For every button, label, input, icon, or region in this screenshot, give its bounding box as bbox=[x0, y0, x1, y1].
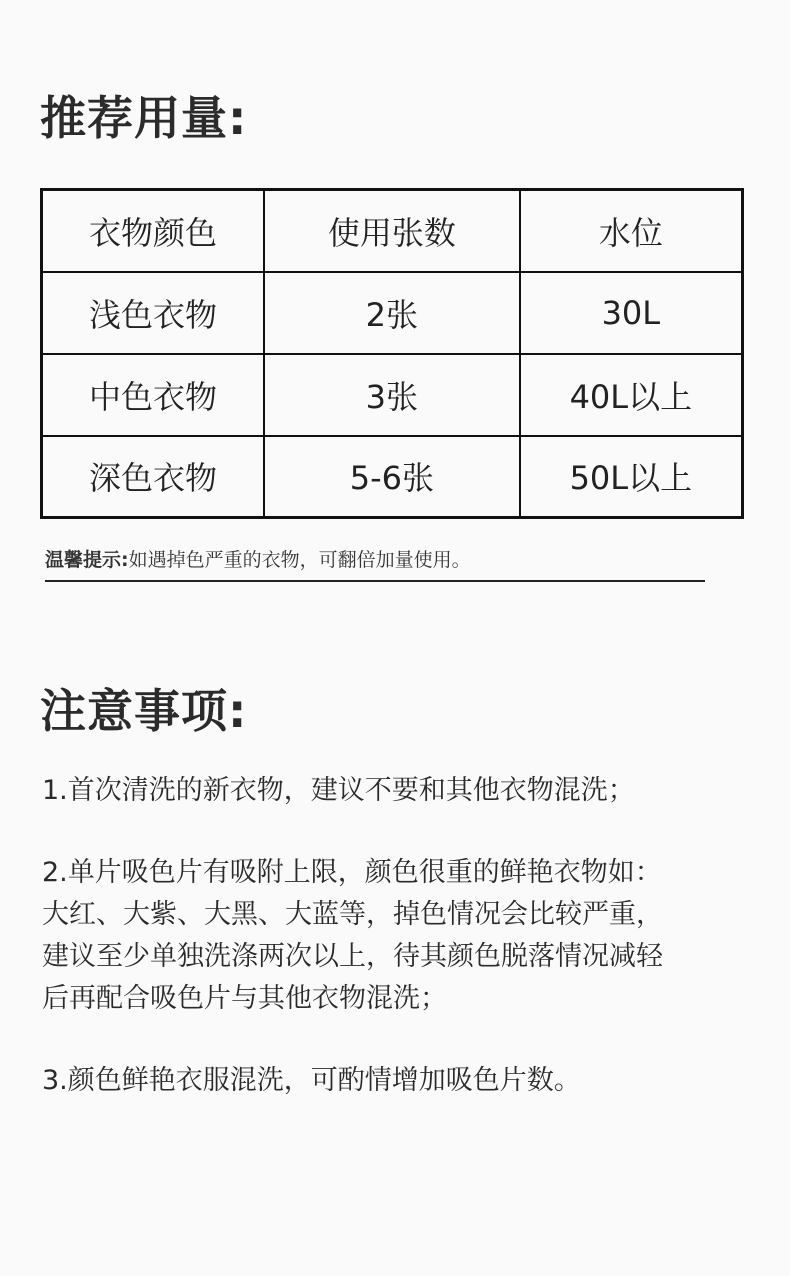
tip-label: 温馨提示: bbox=[45, 549, 129, 571]
usage-table bbox=[40, 188, 744, 519]
table-header-cell: 水位 bbox=[520, 190, 743, 272]
table-row bbox=[42, 436, 743, 518]
note-line: 1.首次清洗的新衣物，建议不要和其他衣物混洗； bbox=[42, 775, 635, 806]
table-cell: 50L以上 bbox=[520, 436, 743, 518]
note-item bbox=[42, 852, 742, 1020]
table-header-cell: 衣物颜色 bbox=[42, 190, 265, 272]
table-header-row bbox=[42, 190, 743, 272]
note-line: 3.颜色鲜艳衣服混洗，可酌情增加吸色片数。 bbox=[42, 1065, 581, 1096]
note-line: 大红、大紫、大黑、大蓝等，掉色情况会比较严重， bbox=[42, 899, 663, 930]
tip-text: 如遇掉色严重的衣物，可翻倍加量使用。 bbox=[128, 549, 471, 571]
table-row bbox=[42, 354, 743, 436]
table-cell: 2张 bbox=[264, 272, 520, 354]
note-line: 建议至少单独洗涤两次以上，待其颜色脱落情况减轻 bbox=[42, 941, 663, 972]
table-cell: 中色衣物 bbox=[42, 354, 265, 436]
note-line: 2.单片吸色片有吸附上限，颜色很重的鲜艳衣物如： bbox=[42, 857, 662, 888]
table-cell: 浅色衣物 bbox=[42, 272, 265, 354]
table-cell: 30L bbox=[520, 272, 743, 354]
table-cell: 5-6张 bbox=[264, 436, 520, 518]
table-cell: 40L以上 bbox=[520, 354, 743, 436]
notes-title: 注意事项: bbox=[40, 684, 248, 738]
note-item bbox=[42, 770, 742, 812]
table-header-cell: 使用张数 bbox=[264, 190, 520, 272]
note-line: 后再配合吸色片与其他衣物混洗； bbox=[42, 983, 447, 1014]
tip-note bbox=[45, 545, 705, 582]
table-cell: 深色衣物 bbox=[42, 436, 265, 518]
table-cell: 3张 bbox=[264, 354, 520, 436]
table-row bbox=[42, 272, 743, 354]
recommended-title: 推荐用量: bbox=[40, 91, 248, 145]
notes-list bbox=[42, 770, 742, 1142]
note-item bbox=[42, 1060, 742, 1102]
